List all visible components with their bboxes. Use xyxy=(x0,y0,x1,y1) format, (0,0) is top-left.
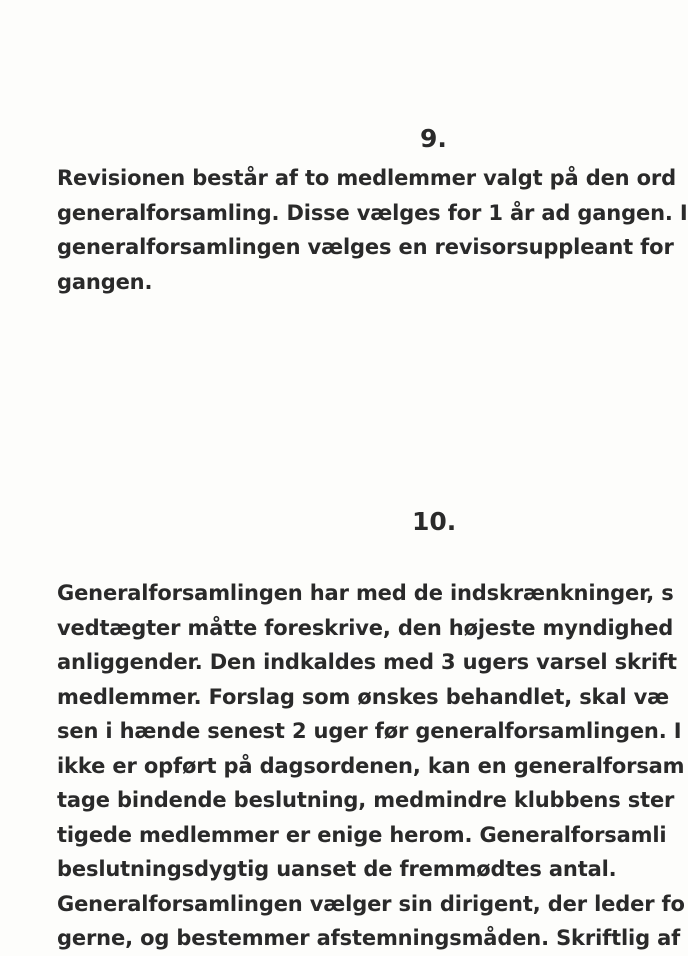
paragraph-line: generalforsamlingen vælges en revisorsuppleant for xyxy=(57,235,674,259)
paragraph-line: medlemmer. Forslag som ønskes behandlet, skal væ xyxy=(57,684,669,709)
paragraph-line: ikke er opført på dagsordenen, kan en generalforsam xyxy=(57,753,685,778)
paragraph-line: Revisionen består af to medlemmer valgt på den ord xyxy=(57,166,677,190)
paragraph-line: Generalforsamlingen vælger sin dirigent, der leder fo xyxy=(57,891,685,916)
paragraph-line: Generalforsamlingen har med de indskrænkninger, s xyxy=(57,581,674,605)
paragraph-line: sen i hænde senest 2 uger før generalforsamlingen. I xyxy=(57,719,682,743)
paragraph-line: anliggender. Den indkaldes med 3 ugers varsel skrift xyxy=(57,650,677,674)
paragraph-line: tigede medlemmer er enige herom. Generalforsamli xyxy=(57,822,667,847)
section-10-paragraph xyxy=(57,576,685,956)
paragraph-line: gangen. xyxy=(57,269,153,294)
paragraph-line: generalforsamling. Disse vælges for 1 år ad gangen. I xyxy=(57,200,688,225)
paragraph-line: tage bindende beslutning, medmindre klubbens ster xyxy=(57,788,675,812)
section-number-10: 10. xyxy=(412,507,457,536)
section-number-9: 9. xyxy=(420,124,447,153)
paragraph-line: gerne, og bestemmer afstemningsmåden. Skriftlig af xyxy=(57,926,681,950)
section-9-paragraph xyxy=(57,161,688,299)
paragraph-line: beslutningsdygtig uanset de fremmødtes antal. xyxy=(57,857,617,881)
paragraph-line: vedtægter måtte foreskrive, den højeste myndighed xyxy=(57,615,674,640)
